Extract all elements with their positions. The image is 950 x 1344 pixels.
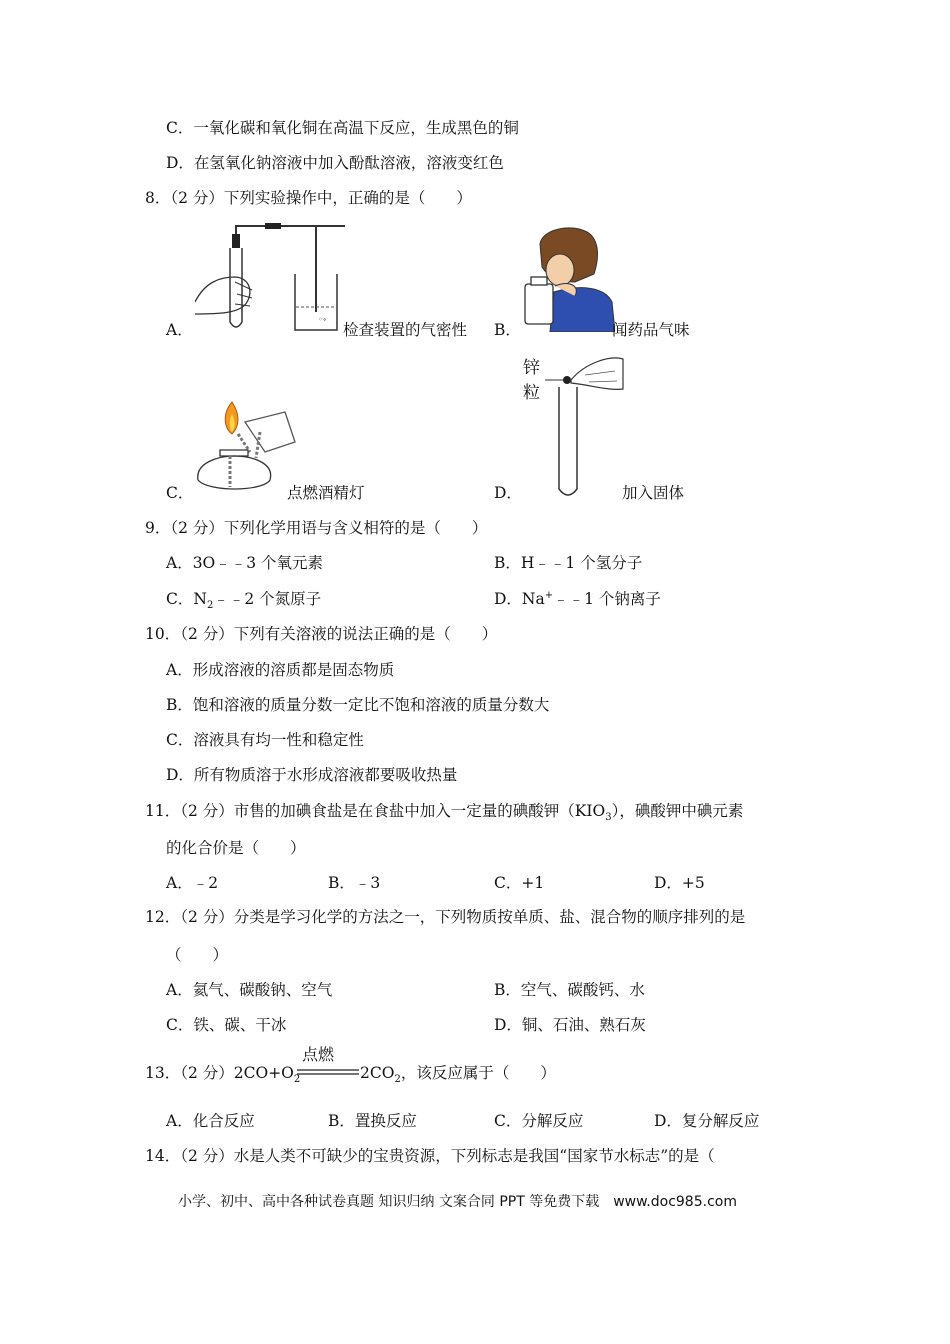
q13-co2-subscript: 2 bbox=[394, 1074, 401, 1086]
page-footer: 小学、初中、高中各种试卷真题 知识归纳 文案合同 PPT 等免费下载 www.doc985.com bbox=[178, 1194, 737, 1210]
q11-option-b: B．﹣3 bbox=[328, 874, 381, 892]
q8-option-d-text: 加入固体 bbox=[622, 484, 685, 502]
q7-option-d: D．在氢氧化钠溶液中加入酚酞溶液，溶液变红色 bbox=[166, 154, 504, 172]
q9-d-superscript: + bbox=[544, 589, 554, 601]
q12-option-a: A．氦气、碳酸钠、空气 bbox=[166, 981, 333, 999]
q10-option-c: C．溶液具有均一性和稳定性 bbox=[166, 731, 364, 749]
q12-option-c: C．铁、碳、干冰 bbox=[166, 1016, 287, 1034]
q13-option-c: C．分解反应 bbox=[494, 1112, 584, 1130]
airtightness-apparatus-figure bbox=[195, 222, 345, 337]
q12-stem-line1: 12．（2 分）分类是学习化学的方法之一，下列物质按单质、盐、混合物的顺序排列的是 bbox=[145, 908, 746, 926]
zinc-label-2: 粒 bbox=[523, 383, 540, 403]
q11-option-a: A．﹣2 bbox=[166, 874, 219, 892]
q8-option-d-letter: D． bbox=[494, 484, 522, 502]
q9-option-b: B．H﹣﹣1 个氢分子 bbox=[494, 554, 643, 572]
q11-stem-a: 11．（2 分）市售的加碘食盐是在食盐中加入一定量的碘酸钾（KIO bbox=[145, 802, 606, 820]
q10-option-b: B．饱和溶液的质量分数一定比不饱和溶液的质量分数大 bbox=[166, 696, 550, 714]
q7-option-c: C．一氧化碳和氧化铜在高温下反应，生成黑色的铜 bbox=[166, 119, 519, 137]
q9-option-d bbox=[494, 589, 661, 609]
q9-option-c bbox=[166, 589, 322, 612]
q8-option-c-letter: C． bbox=[166, 484, 194, 502]
q9-d-suffix: ﹣﹣1 个钠离子 bbox=[553, 590, 661, 608]
q13-product: 2CO bbox=[360, 1064, 395, 1082]
q13-reaction-condition: 点燃 bbox=[302, 1045, 335, 1064]
q9-d-prefix: D．Na bbox=[494, 590, 545, 608]
q11-stem-b: ），碘酸钾中碘元素 bbox=[611, 802, 744, 820]
q13-option-b: B．置换反应 bbox=[328, 1112, 417, 1130]
adding-solid-figure bbox=[545, 355, 625, 500]
q13-reactants: 13．（2 分）2CO+O bbox=[145, 1064, 294, 1082]
q10-option-d: D．所有物质溶于水形成溶液都要吸收热量 bbox=[166, 766, 458, 784]
q11-option-d: D．+5 bbox=[654, 874, 705, 892]
q8-option-a-letter: A． bbox=[166, 321, 193, 339]
q8-option-b-letter: B． bbox=[494, 321, 521, 339]
q8-option-b-text: 闻药品气味 bbox=[612, 321, 690, 339]
q13-stem-part1 bbox=[145, 1063, 301, 1086]
q8-option-a-text: 检查装置的气密性 bbox=[343, 321, 468, 339]
q13-o2-subscript: 2 bbox=[293, 1074, 301, 1086]
q13-question: ，该反应属于（ ） bbox=[400, 1064, 556, 1082]
q13-option-d: D．复分解反应 bbox=[654, 1112, 760, 1130]
q9-c-suffix: ﹣﹣2 个氮原子 bbox=[213, 590, 322, 608]
q14-stem: 14．（2 分）水是人类不可缺少的宝贵资源，下列标志是我国“国家节水标志”的是（ bbox=[145, 1147, 715, 1165]
q10-option-a: A．形成溶液的溶质都是固态物质 bbox=[166, 661, 395, 679]
lighting-alcohol-lamp-figure bbox=[190, 392, 300, 497]
q8-option-c-text: 点燃酒精灯 bbox=[287, 484, 365, 502]
q10-stem: 10．（2 分）下列有关溶液的说法正确的是（ ） bbox=[145, 625, 498, 643]
reaction-equals-sign bbox=[297, 1068, 359, 1076]
svg-text:◦∘: ◦∘ bbox=[318, 315, 327, 324]
q12-stem-line2: （ ） bbox=[166, 946, 229, 964]
q13-stem-part2 bbox=[360, 1063, 556, 1086]
q11-stem-line2: 的化合价是（ ） bbox=[166, 839, 306, 857]
q12-option-b: B．空气、碳酸钙、水 bbox=[494, 981, 645, 999]
q9-option-a: A．3O﹣﹣3 个氧元素 bbox=[166, 554, 324, 572]
q8-stem: 8．（2 分）下列实验操作中，正确的是（ ） bbox=[145, 189, 472, 207]
q11-option-c: C．+1 bbox=[494, 874, 545, 892]
q12-option-d: D．铜、石油、熟石灰 bbox=[494, 1016, 646, 1034]
q13-option-a: A．化合反应 bbox=[166, 1112, 255, 1130]
q11-kio3-subscript: 3 bbox=[605, 812, 612, 824]
q9-c-subscript: 2 bbox=[206, 600, 214, 612]
q9-stem: 9．（2 分）下列化学用语与含义相符的是（ ） bbox=[145, 519, 488, 537]
smelling-chemical-figure bbox=[520, 222, 615, 332]
q9-c-prefix: C．N bbox=[166, 590, 207, 608]
q11-stem-line1 bbox=[145, 801, 744, 824]
zinc-label-1: 锌 bbox=[523, 358, 540, 378]
